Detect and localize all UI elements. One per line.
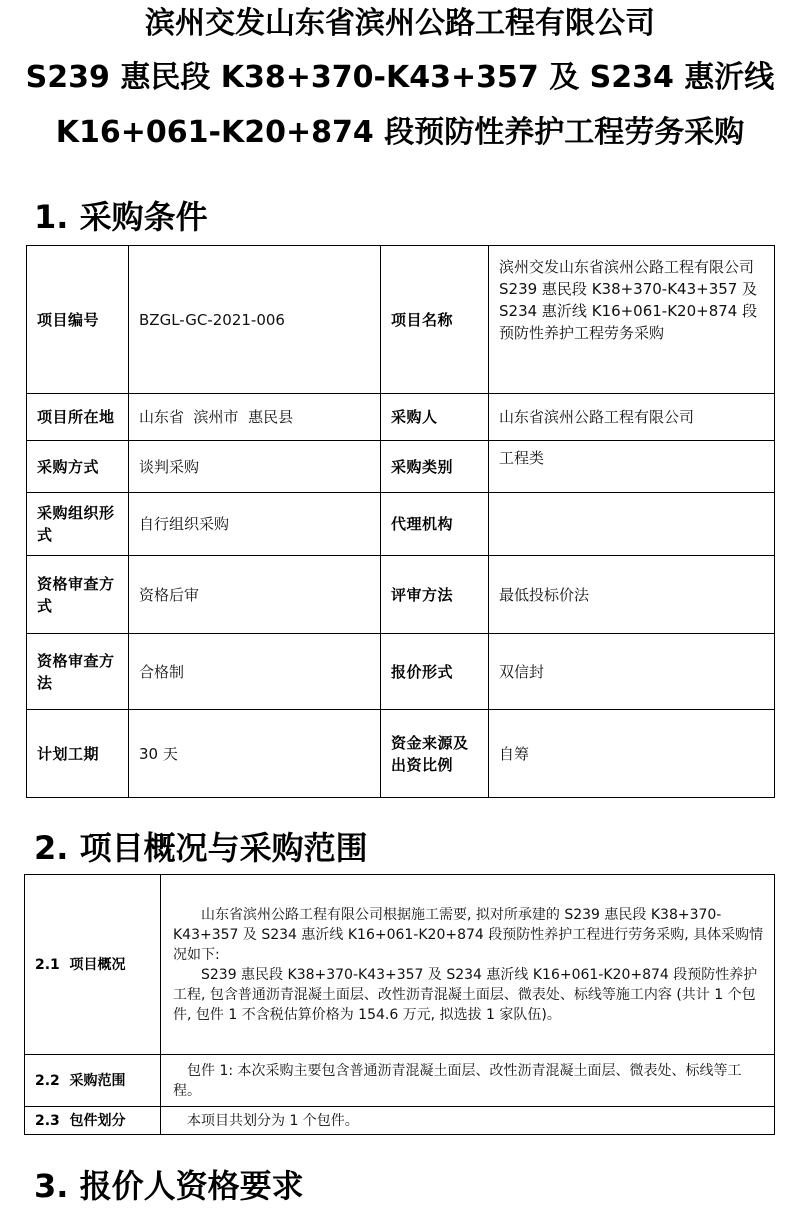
doc-title-line-2: S239 惠民段 K38+370-K43+357 及 S234 惠沂线 — [25, 60, 775, 95]
label-project-number: 项目编号 — [27, 246, 129, 394]
label-project-overview: 2.1 项目概况 — [25, 875, 161, 1055]
table-row — [27, 246, 775, 394]
value-package-division — [161, 1107, 775, 1135]
value-procurement-method: 谈判采购 — [129, 441, 381, 493]
label-qualification-review-method: 资格审查方法 — [27, 634, 129, 710]
table-row — [25, 1107, 775, 1135]
section-2-heading: 2. 项目概况与采购范围 — [34, 829, 368, 867]
value-organization-form: 自行组织采购 — [129, 493, 381, 556]
label-quote-form: 报价形式 — [381, 634, 489, 710]
label-project-location: 项目所在地 — [27, 394, 129, 441]
value-project-number: BZGL-GC-2021-006 — [129, 246, 381, 394]
procurement-conditions-table — [26, 245, 775, 798]
label-agency: 代理机构 — [381, 493, 489, 556]
table-row — [27, 710, 775, 798]
value-project-location: 山东省 滨州市 惠民县 — [129, 394, 381, 441]
label-evaluation-method: 评审方法 — [381, 556, 489, 634]
doc-title-line-1: 滨州交发山东省滨州公路工程有限公司 — [145, 6, 655, 41]
value-funding-source: 自筹 — [489, 710, 775, 798]
doc-title-line-3: K16+061-K20+874 段预防性养护工程劳务采购 — [55, 115, 745, 150]
label-procurement-method: 采购方式 — [27, 441, 129, 493]
package-paragraph: 本项目共划分为 1 个包件。 — [187, 1112, 359, 1129]
overview-paragraph-2: S239 惠民段 K38+370-K43+357 及 S234 惠沂线 K16+061-K20+874 段预防性养护工程, 包含普通沥青混凝土面层、改性沥青混凝土面层、微表处、标线等施工内容 (共计 1 个包件, 包件 1 不含税估算价格为 154.6 万元, 拟选拔 1 家队伍)。 — [173, 966, 758, 1023]
value-evaluation-method: 最低投标价法 — [489, 556, 775, 634]
section-3-heading: 3. 报价人资格要求 — [34, 1167, 304, 1205]
section-1-heading: 1. 采购条件 — [34, 198, 208, 236]
label-organization-form: 采购组织形式 — [27, 493, 129, 556]
label-package-division: 2.3 包件划分 — [25, 1107, 161, 1135]
table-row — [27, 634, 775, 710]
table-row — [25, 1055, 775, 1107]
label-planned-duration: 计划工期 — [27, 710, 129, 798]
overview-paragraph-1: 山东省滨州公路工程有限公司根据施工需要, 拟对所承建的 S239 惠民段 K38+370-K43+357 及 S234 惠沂线 K16+061-K20+874 段预防性养护工程进行劳务采购, 具体采购情况如下: — [173, 906, 764, 963]
table-row — [27, 493, 775, 556]
table-row — [25, 875, 775, 1055]
value-agency — [489, 493, 775, 556]
value-qualification-review-method: 合格制 — [129, 634, 381, 710]
value-qualification-review-mode: 资格后审 — [129, 556, 381, 634]
scope-paragraph: 包件 1: 本次采购主要包含普通沥青混凝土面层、改性沥青混凝土面层、微表处、标线等工程。 — [173, 1062, 742, 1099]
table-row — [27, 556, 775, 634]
label-funding-source: 资金来源及出资比例 — [381, 710, 489, 798]
value-procurement-category: 工程类 — [489, 441, 775, 493]
value-planned-duration: 30 天 — [129, 710, 381, 798]
label-procurement-category: 采购类别 — [381, 441, 489, 493]
project-overview-table — [24, 874, 775, 1135]
label-qualification-review-mode: 资格审查方式 — [27, 556, 129, 634]
label-procurement-scope: 2.2 采购范围 — [25, 1055, 161, 1107]
label-project-name: 项目名称 — [381, 246, 489, 394]
value-procurement-scope — [161, 1055, 775, 1107]
table-row — [27, 441, 775, 493]
value-purchaser: 山东省滨州公路工程有限公司 — [489, 394, 775, 441]
table-row — [27, 394, 775, 441]
value-project-name: 滨州交发山东省滨州公路工程有限公司 S239 惠民段 K38+370-K43+357 及 S234 惠沂线 K16+061-K20+874 段预防性养护工程劳务采购 — [489, 246, 775, 394]
value-project-overview — [161, 875, 775, 1055]
value-quote-form: 双信封 — [489, 634, 775, 710]
label-purchaser: 采购人 — [381, 394, 489, 441]
